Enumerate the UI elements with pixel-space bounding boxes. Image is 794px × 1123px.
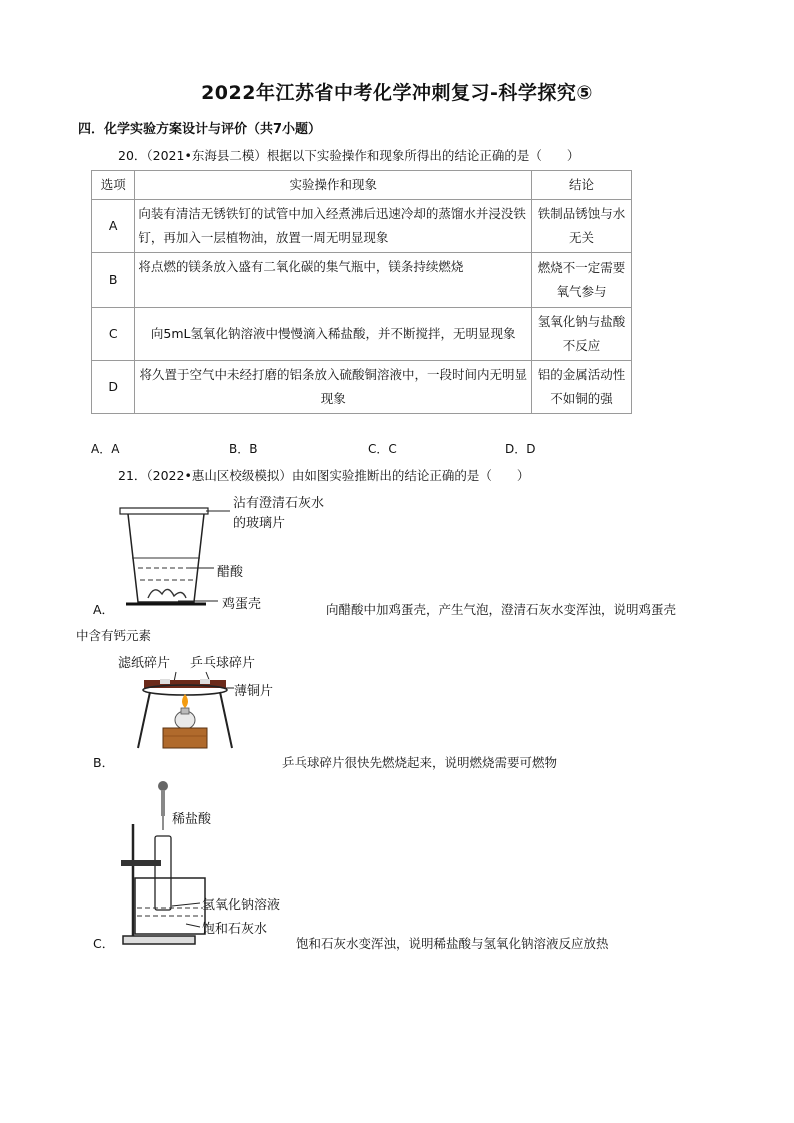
option-a[interactable]: A．A bbox=[91, 442, 120, 456]
label-pingpong: 乒乓球碎片 bbox=[190, 656, 256, 671]
label-hcl: 稀盐酸 bbox=[172, 812, 212, 827]
row-operation: 向5mL氢氧化钠溶液中慢慢滴入稀盐酸，并不断搅拌，无明显现象 bbox=[135, 308, 532, 361]
row-operation: 将点燃的镁条放入盛有二氧化碳的集气瓶中，镁条持续燃烧 bbox=[135, 253, 532, 308]
row-conclusion: 氢氧化钠与盐酸不反应 bbox=[532, 308, 632, 361]
row-option: D bbox=[92, 361, 135, 414]
row-conclusion: 铝的金属活动性不如铜的强 bbox=[532, 361, 632, 414]
label-filter-paper: 滤纸碎片 bbox=[118, 656, 171, 671]
row-operation: 将久置于空气中未经打磨的铝条放入硫酸铜溶液中，一段时间内无明显现象 bbox=[135, 361, 532, 414]
option-c-text: 饱和石灰水变浑浊，说明稀盐酸与氢氧化钠溶液反应放热 bbox=[296, 936, 609, 951]
row-operation: 向装有清洁无锈铁钉的试管中加入经煮沸后迅速冷却的蒸馏水并浸没铁钉，再加入一层植物油，放置一周无明显现象 bbox=[135, 200, 532, 253]
option-b[interactable]: B．B bbox=[229, 442, 258, 456]
option-b-text: 乒乓球碎片很快先燃烧起来，说明燃烧需要可燃物 bbox=[282, 755, 558, 770]
row-conclusion: 铁制品锈蚀与水无关 bbox=[532, 200, 632, 253]
label-acetic-acid: 醋酸 bbox=[217, 565, 244, 580]
question-21-stem: 21．（2022•惠山区校级模拟）由如图实验推断出的结论正确的是（ ） bbox=[118, 468, 530, 483]
page-title: 2022年江苏省中考化学冲刺复习-科学探究⑤ bbox=[201, 82, 593, 104]
option-a-text-cont: 中含有钙元素 bbox=[76, 628, 152, 643]
row-conclusion: 燃烧不一定需要氧气参与 bbox=[532, 253, 632, 308]
row-option: B bbox=[92, 253, 135, 308]
option-d[interactable]: D．D bbox=[505, 442, 536, 456]
option-b-letter[interactable]: B． bbox=[93, 755, 115, 770]
label-glass-plate: 沾有澄清石灰水的玻璃片 bbox=[233, 496, 325, 531]
label-lime-water: 饱和石灰水 bbox=[202, 922, 268, 937]
section-heading: 四．化学实验方案设计与评价（共7小题） bbox=[78, 122, 322, 137]
label-copper-sheet: 薄铜片 bbox=[234, 684, 274, 699]
label-naoh: 氢氧化钠溶液 bbox=[202, 898, 281, 913]
option-a-letter[interactable]: A． bbox=[93, 602, 115, 617]
header-option: 选项 bbox=[92, 171, 135, 200]
header-conclusion: 结论 bbox=[532, 171, 632, 200]
row-option: C bbox=[92, 308, 135, 361]
option-c-letter[interactable]: C． bbox=[93, 936, 115, 951]
label-eggshell: 鸡蛋壳 bbox=[222, 597, 262, 612]
header-operation: 实验操作和现象 bbox=[135, 171, 532, 200]
option-c[interactable]: C．C bbox=[368, 442, 397, 456]
option-a-text: 向醋酸中加鸡蛋壳，产生气泡，澄清石灰水变浑浊，说明鸡蛋壳 bbox=[326, 602, 677, 617]
row-option: A bbox=[92, 200, 135, 253]
question-20-stem: 20．（2021•东海县二模）根据以下实验操作和现象所得出的结论正确的是（ ） bbox=[118, 148, 580, 163]
